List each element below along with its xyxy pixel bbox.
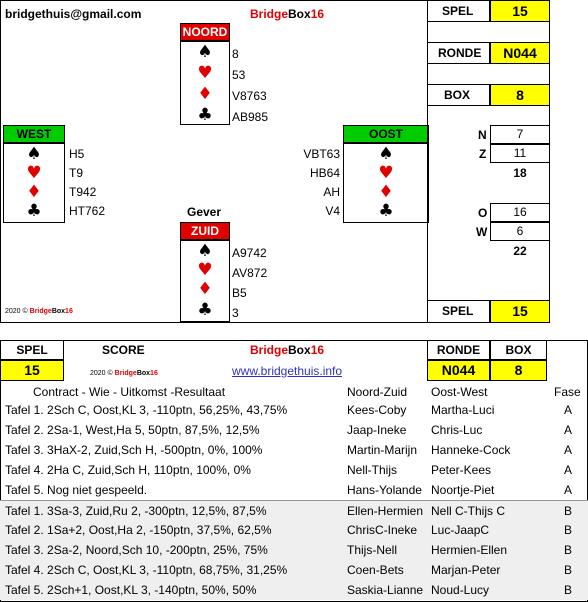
- row-oost-west: Hermien-Ellen: [431, 543, 508, 557]
- south-spades: A9742: [232, 246, 267, 260]
- spel-label: SPEL: [427, 0, 490, 22]
- col-oost-west: Oost-West: [431, 385, 488, 399]
- points-z-value: 11: [490, 144, 550, 163]
- east-label: OOST: [343, 125, 429, 143]
- west-spades: H5: [69, 147, 85, 161]
- ronde-label: RONDE: [427, 42, 490, 64]
- row-fase: A: [563, 423, 572, 437]
- email: bridgethuis@gmail.com: [5, 7, 142, 21]
- row-fase: B: [563, 504, 572, 518]
- row-result: Tafel 5. 2Sch+1, Oost,KL 3, -140ptn, 50%, 50%: [5, 583, 257, 597]
- table-row: [0, 400, 588, 420]
- table-row: [0, 580, 588, 600]
- points-o-label: O: [478, 206, 488, 220]
- row-oost-west: Martha-Luci: [431, 403, 495, 417]
- box-value: 8: [490, 84, 550, 106]
- club-icon: ♣: [197, 300, 213, 320]
- diamond-icon: ♦: [26, 182, 42, 202]
- copyright: 2020 © BridgeBox16: [5, 308, 73, 315]
- row-oost-west: Marjan-Peter: [431, 563, 501, 577]
- spel-value: 15: [490, 0, 550, 22]
- points-z-label: Z: [479, 147, 487, 161]
- box-label: BOX: [427, 84, 490, 106]
- row-noord-zuid: Martin-Marijn: [347, 443, 418, 457]
- website-link[interactable]: www.bridgethuis.info: [232, 364, 343, 378]
- row-noord-zuid: ChrisC-Ineke: [347, 523, 418, 537]
- spade-icon: ♠: [26, 144, 42, 164]
- east-clubs: V4: [325, 204, 340, 218]
- row-result: Tafel 2. 2Sa-1, West,Ha 5, 50ptn, 87,5%, 12,5%: [5, 423, 260, 437]
- heart-icon: ♥: [197, 63, 213, 83]
- row-fase: A: [563, 483, 572, 497]
- spade-icon: ♠: [378, 144, 394, 164]
- spade-icon: ♠: [197, 42, 213, 62]
- west-diamonds: T942: [69, 185, 97, 199]
- north-cards: [232, 44, 268, 128]
- points-w-value: 6: [490, 222, 550, 241]
- row-noord-zuid: Saskia-Lianne: [347, 583, 424, 597]
- table-row: [0, 560, 588, 580]
- club-icon: ♣: [26, 201, 42, 221]
- score-label: SCORE: [102, 343, 145, 357]
- row-oost-west: Noud-Lucy: [431, 583, 490, 597]
- row-result: Tafel 1. 2Sch C, Oost,KL 3, -110ptn, 56,25%, 43,75%: [5, 403, 288, 417]
- table-row: [0, 420, 588, 440]
- row-noord-zuid: Ellen-Hermien: [347, 504, 424, 518]
- row-result: Tafel 4. 2Ha C, Zuid,Sch H, 110ptn, 100%, 0%: [5, 463, 251, 477]
- east-hearts: HB64: [309, 166, 340, 180]
- east-spades: VBT63: [303, 147, 340, 161]
- score-spel-label: SPEL: [0, 340, 64, 360]
- score-copyright: 2020 © BridgeBox16: [90, 370, 158, 377]
- club-icon: ♣: [378, 201, 394, 221]
- row-fase: B: [563, 543, 572, 557]
- row-result: Tafel 2. 1Sa+2, Oost,Ha 2, -150ptn, 37,5%, 62,5%: [5, 523, 272, 537]
- diamond-icon: ♦: [378, 182, 394, 202]
- table-row: [0, 460, 588, 480]
- row-noord-zuid: Kees-Coby: [347, 403, 407, 417]
- south-clubs: 3: [232, 306, 239, 320]
- heart-icon: ♥: [197, 260, 213, 280]
- row-oost-west: Peter-Kees: [431, 463, 492, 477]
- points-n-value: 7: [490, 125, 550, 144]
- row-fase: A: [563, 403, 572, 417]
- row-result: Tafel 4. 2Sch C, Oost,KL 3, -110ptn, 68,75%, 31,25%: [5, 563, 288, 577]
- table-row: [0, 480, 588, 500]
- score-ronde-label: RONDE: [427, 340, 490, 360]
- table-row: [0, 540, 588, 560]
- spel-bottom-label: SPEL: [427, 300, 490, 323]
- table-row: [0, 520, 588, 540]
- heart-icon: ♥: [378, 163, 394, 183]
- points-ow-total: 22: [513, 244, 527, 258]
- east-cards: [270, 145, 340, 221]
- points-n-label: N: [478, 128, 487, 142]
- diamond-icon: ♦: [197, 279, 213, 299]
- row-noord-zuid: Jaap-Ineke: [347, 423, 407, 437]
- brand-title: BridgeBox16: [250, 7, 325, 21]
- north-label: NOORD: [180, 23, 230, 41]
- ronde-value: N044: [490, 42, 550, 64]
- west-label: WEST: [3, 125, 65, 143]
- score-box-label: BOX: [490, 340, 547, 360]
- row-result: Tafel 1. 3Sa-3, Zuid,Ru 2, -300ptn, 12,5%, 87,5%: [5, 504, 267, 518]
- south-hearts: AV872: [232, 266, 268, 280]
- spade-icon: ♠: [197, 241, 213, 261]
- col-noord-zuid: Noord-Zuid: [347, 385, 408, 399]
- row-fase: B: [563, 563, 572, 577]
- row-oost-west: Noortje-Piet: [431, 483, 495, 497]
- row-noord-zuid: Thijs-Nell: [347, 543, 398, 557]
- col-fase: Fase: [554, 385, 581, 399]
- col-contract: Contract - Wie - Uitkomst -Resultaat: [33, 385, 226, 399]
- west-clubs: HT762: [69, 204, 106, 218]
- club-icon: ♣: [197, 105, 213, 125]
- table-row: [0, 440, 588, 460]
- score-box-value: 8: [490, 360, 547, 381]
- spel-bottom-value: 15: [490, 300, 550, 323]
- row-oost-west: Luc-JaapC: [431, 523, 490, 537]
- points-w-label: W: [476, 225, 488, 239]
- points-o-value: 16: [490, 203, 550, 222]
- row-noord-zuid: Nell-Thijs: [347, 463, 398, 477]
- row-fase: B: [563, 583, 572, 597]
- row-oost-west: Hanneke-Cock: [431, 443, 511, 457]
- row-fase: A: [563, 443, 572, 457]
- west-hearts: T9: [69, 166, 84, 180]
- row-noord-zuid: Hans-Yolande: [347, 483, 422, 497]
- row-oost-west: Chris-Luc: [431, 423, 483, 437]
- west-cards: [69, 145, 105, 221]
- east-diamonds: AH: [323, 185, 340, 199]
- row-result: Tafel 5. Nog niet gespeeld.: [5, 483, 148, 497]
- north-spades: 8: [232, 47, 239, 61]
- row-result: Tafel 3. 2Sa-2, Noord,Sch 10, -200ptn, 25%, 75%: [5, 543, 268, 557]
- score-brand: BridgeBox16: [250, 343, 325, 357]
- row-fase: A: [563, 463, 572, 477]
- north-clubs: AB985: [232, 110, 269, 124]
- score-ronde-value: N044: [427, 360, 490, 381]
- score-spel-value: 15: [0, 360, 64, 381]
- dealer-label: Gever: [187, 205, 222, 219]
- north-hearts: 53: [232, 68, 246, 82]
- north-diamonds: V8763: [232, 89, 267, 103]
- south-diamonds: B5: [232, 286, 247, 300]
- row-fase: B: [563, 523, 572, 537]
- diamond-icon: ♦: [197, 84, 213, 104]
- heart-icon: ♥: [26, 163, 42, 183]
- row-noord-zuid: Coen-Bets: [347, 563, 404, 577]
- south-cards: [232, 243, 267, 323]
- row-result: Tafel 3. 3HaX-2, Zuid,Sch H, -500ptn, 0%, 100%: [5, 443, 263, 457]
- south-label: ZUID: [180, 222, 230, 240]
- row-oost-west: Nell C-Thijs C: [431, 504, 506, 518]
- points-nz-total: 18: [513, 166, 527, 180]
- table-row: [0, 500, 588, 520]
